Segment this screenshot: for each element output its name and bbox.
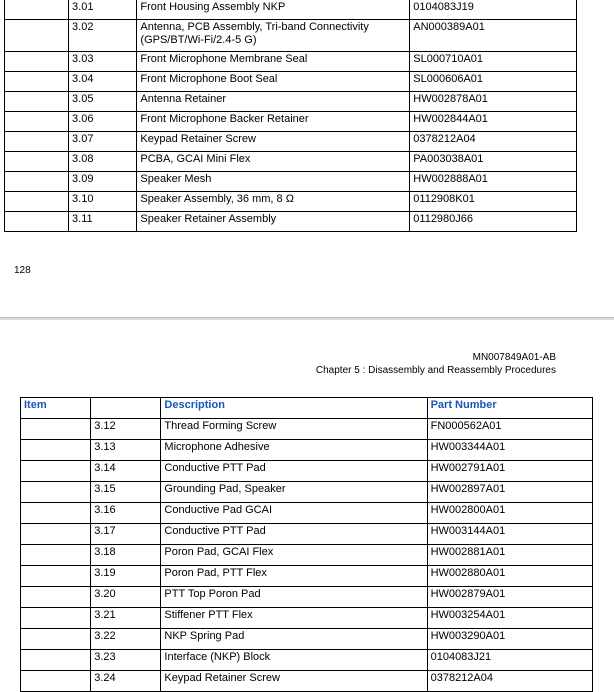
description-cell: Front Microphone Backer Retainer <box>137 112 410 132</box>
table-row <box>5 132 577 152</box>
part-number-cell: SL000606A01 <box>410 72 577 92</box>
description-cell: Keypad Retainer Screw <box>137 132 410 152</box>
part-number-cell: HW002897A01 <box>427 482 592 503</box>
item-number-cell: 3.21 <box>91 608 161 629</box>
part-number-cell: 0104083J21 <box>427 650 592 671</box>
item-number-cell: 3.13 <box>91 440 161 461</box>
part-number-cell: 0112980J66 <box>410 212 577 232</box>
document-id: MN007849A01-AB <box>472 352 556 363</box>
page-top <box>0 0 614 318</box>
table-row <box>5 212 577 232</box>
empty-cell <box>21 650 91 671</box>
part-number-cell: HW003290A01 <box>427 629 592 650</box>
part-number-cell: 0378212A04 <box>410 132 577 152</box>
table-row <box>21 671 593 692</box>
description-cell: Grounding Pad, Speaker <box>161 482 427 503</box>
part-number-cell: FN000562A01 <box>427 419 592 440</box>
table-row <box>5 172 577 192</box>
part-number-cell: HW003254A01 <box>427 608 592 629</box>
parts-table-top <box>4 0 577 232</box>
empty-cell <box>5 192 69 212</box>
part-number-cell: PA003038A01 <box>410 152 577 172</box>
empty-cell <box>5 72 69 92</box>
item-number-cell: 3.16 <box>91 503 161 524</box>
table-row <box>21 650 593 671</box>
description-cell: Conductive Pad GCAI <box>161 503 427 524</box>
table-row <box>21 608 593 629</box>
part-number-cell: SL000710A01 <box>410 52 577 72</box>
table-row <box>21 524 593 545</box>
table-row <box>21 629 593 650</box>
empty-cell <box>5 112 69 132</box>
description-cell: Speaker Mesh <box>137 172 410 192</box>
empty-cell <box>5 152 69 172</box>
parts-table-bottom <box>20 397 593 692</box>
item-number-cell: 3.23 <box>91 650 161 671</box>
item-number-cell: 3.17 <box>91 524 161 545</box>
empty-cell <box>5 52 69 72</box>
table-row <box>21 545 593 566</box>
item-number-cell: 3.04 <box>69 72 137 92</box>
empty-cell <box>21 482 91 503</box>
description-cell: PCBA, GCAI Mini Flex <box>137 152 410 172</box>
empty-cell <box>21 587 91 608</box>
item-number-cell: 3.18 <box>91 545 161 566</box>
header-part-number: Part Number <box>427 398 592 419</box>
description-cell: Conductive PTT Pad <box>161 461 427 482</box>
description-cell: NKP Spring Pad <box>161 629 427 650</box>
description-cell: PTT Top Poron Pad <box>161 587 427 608</box>
part-number-cell: AN000389A01 <box>410 20 577 52</box>
description-cell: Speaker Retainer Assembly <box>137 212 410 232</box>
empty-cell <box>21 503 91 524</box>
description-cell: Thread Forming Screw <box>161 419 427 440</box>
empty-cell <box>21 461 91 482</box>
empty-cell <box>21 671 91 692</box>
empty-cell <box>5 132 69 152</box>
table-row <box>21 440 593 461</box>
table-row <box>5 192 577 212</box>
item-number-cell: 3.14 <box>91 461 161 482</box>
part-number-cell: HW002879A01 <box>427 587 592 608</box>
part-number-cell: HW003344A01 <box>427 440 592 461</box>
item-number-cell: 3.11 <box>69 212 137 232</box>
table-row <box>5 72 577 92</box>
empty-cell <box>21 608 91 629</box>
chapter-title: Chapter 5 : Disassembly and Reassembly Procedures <box>315 365 556 376</box>
part-number-cell: HW002878A01 <box>410 92 577 112</box>
page-bottom <box>0 320 614 686</box>
description-cell: Front Microphone Membrane Seal <box>137 52 410 72</box>
description-cell: Microphone Adhesive <box>161 440 427 461</box>
table-row <box>21 419 593 440</box>
empty-cell <box>5 20 69 52</box>
table-row <box>21 461 593 482</box>
empty-cell <box>21 566 91 587</box>
table-row <box>5 52 577 72</box>
description-cell: Antenna Retainer <box>137 92 410 112</box>
part-number-cell: HW002880A01 <box>427 566 592 587</box>
description-cell: Keypad Retainer Screw <box>161 671 427 692</box>
table-row <box>21 566 593 587</box>
empty-cell <box>21 524 91 545</box>
empty-cell <box>5 172 69 192</box>
description-cell: Antenna, PCB Assembly, Tri-band Connectivity (GPS/BT/Wi-Fi/2.4-5 G) <box>137 20 410 52</box>
empty-cell <box>21 419 91 440</box>
part-number-cell: 0104083J19 <box>410 0 577 20</box>
table-row <box>5 0 577 20</box>
description-cell: Front Microphone Boot Seal <box>137 72 410 92</box>
empty-cell <box>21 545 91 566</box>
empty-cell <box>21 629 91 650</box>
part-number-cell: 0112908K01 <box>410 192 577 212</box>
item-number-cell: 3.15 <box>91 482 161 503</box>
description-cell: Poron Pad, GCAI Flex <box>161 545 427 566</box>
item-number-cell: 3.19 <box>91 566 161 587</box>
description-cell: Poron Pad, PTT Flex <box>161 566 427 587</box>
header-item: Item <box>21 398 91 419</box>
table-row <box>21 482 593 503</box>
header-description: Description <box>161 398 427 419</box>
header-item-number <box>91 398 161 419</box>
item-number-cell: 3.10 <box>69 192 137 212</box>
table-header-row <box>21 398 593 419</box>
item-number-cell: 3.03 <box>69 52 137 72</box>
table-row <box>5 92 577 112</box>
part-number-cell: HW002881A01 <box>427 545 592 566</box>
item-number-cell: 3.20 <box>91 587 161 608</box>
table-row <box>5 20 577 52</box>
item-number-cell: 3.24 <box>91 671 161 692</box>
description-cell: Conductive PTT Pad <box>161 524 427 545</box>
description-cell: Speaker Assembly, 36 mm, 8 Ω <box>137 192 410 212</box>
item-number-cell: 3.07 <box>69 132 137 152</box>
page-number: 128 <box>14 265 31 276</box>
empty-cell <box>21 440 91 461</box>
part-number-cell: HW002888A01 <box>410 172 577 192</box>
item-number-cell: 3.01 <box>69 0 137 20</box>
table-row <box>21 503 593 524</box>
item-number-cell: 3.12 <box>91 419 161 440</box>
description-cell: Stiffener PTT Flex <box>161 608 427 629</box>
empty-cell <box>5 92 69 112</box>
part-number-cell: HW002844A01 <box>410 112 577 132</box>
description-cell: Front Housing Assembly NKP <box>137 0 410 20</box>
table-row <box>21 587 593 608</box>
item-number-cell: 3.09 <box>69 172 137 192</box>
table-row <box>5 112 577 132</box>
item-number-cell: 3.06 <box>69 112 137 132</box>
item-number-cell: 3.05 <box>69 92 137 112</box>
description-cell: Interface (NKP) Block <box>161 650 427 671</box>
part-number-cell: HW002800A01 <box>427 503 592 524</box>
part-number-cell: HW002791A01 <box>427 461 592 482</box>
empty-cell <box>5 0 69 20</box>
part-number-cell: 0378212A04 <box>427 671 592 692</box>
item-number-cell: 3.08 <box>69 152 137 172</box>
part-number-cell: HW003144A01 <box>427 524 592 545</box>
table-row <box>5 152 577 172</box>
empty-cell <box>5 212 69 232</box>
item-number-cell: 3.22 <box>91 629 161 650</box>
item-number-cell: 3.02 <box>69 20 137 52</box>
